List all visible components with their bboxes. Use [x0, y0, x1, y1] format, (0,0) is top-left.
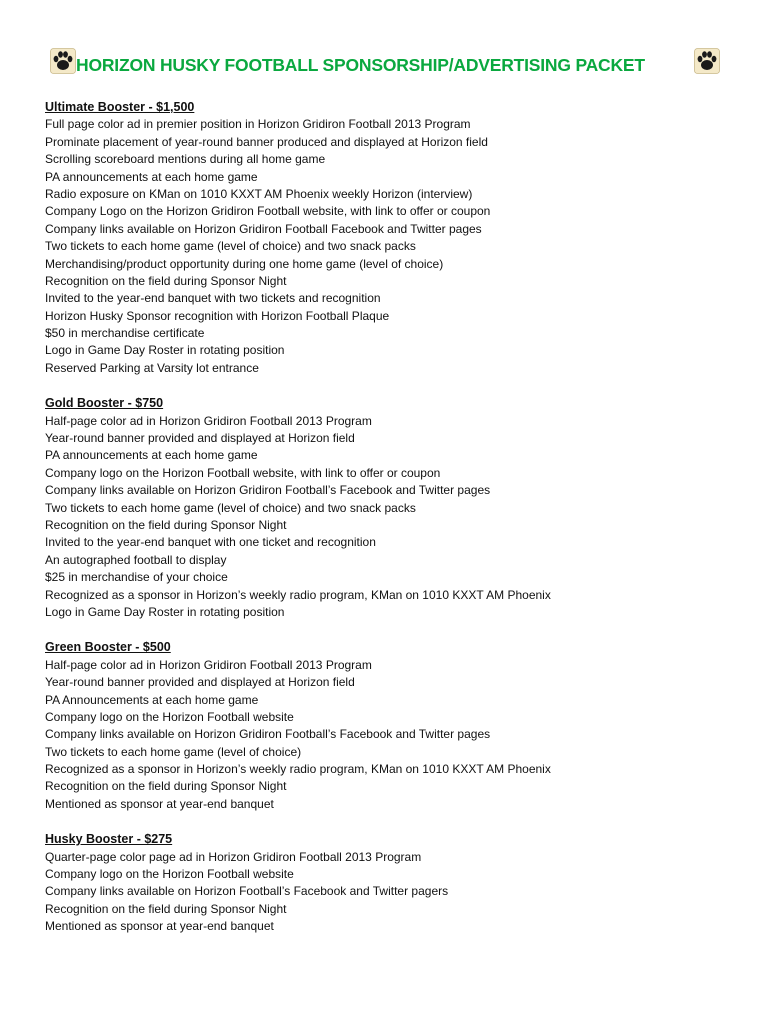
list-item: Invited to the year-end banquet with two tickets and recognition — [45, 291, 381, 306]
section-heading: Ultimate Booster - $1,500 — [45, 100, 195, 114]
list-item: PA announcements at each home game — [45, 448, 258, 463]
list-item: Merchandising/product opportunity during one home game (level of choice) — [45, 256, 444, 271]
list-item: Company links available on Horizon Gridiron Football Facebook and Twitter pages — [45, 221, 482, 236]
list-item: Recognition on the field during Sponsor Night — [45, 779, 287, 794]
list-item: Logo in Game Day Roster in rotating position — [45, 604, 285, 619]
list-item: Recognized as a sponsor in Horizon’s weekly radio program, KMan on 1010 KXXT AM Phoenix — [45, 762, 551, 777]
list-item: Company Logo on the Horizon Gridiron Football website, with link to offer or coupon — [45, 204, 491, 219]
section-ultimate-booster — [45, 99, 745, 377]
section-husky-booster — [45, 831, 745, 935]
list-item: Company links available on Horizon Gridiron Football’s Facebook and Twitter pages — [45, 727, 491, 742]
sponsorship-list — [45, 99, 745, 954]
list-item: Invited to the year-end banquet with one ticket and recognition — [45, 535, 376, 550]
list-item: Two tickets to each home game (level of choice) and two snack packs — [45, 500, 416, 515]
list-item: PA announcements at each home game — [45, 169, 258, 184]
list-item: Horizon Husky Sponsor recognition with Horizon Football Plaque — [45, 308, 390, 323]
list-item: Two tickets to each home game (level of choice) — [45, 744, 302, 759]
list-item: PA Announcements at each home game — [45, 692, 259, 707]
list-item: Mentioned as sponsor at year-end banquet — [45, 796, 274, 811]
list-item: Prominate placement of year-round banner produced and displayed at Horizon field — [45, 134, 488, 149]
list-item: Two tickets to each home game (level of choice) and two snack packs — [45, 239, 416, 254]
list-item: Company links available on Horizon Football’s Facebook and Twitter pagers — [45, 884, 449, 899]
paw-print-icon — [694, 48, 720, 74]
page-title: HORIZON HUSKY FOOTBALL SPONSORSHIP/ADVERTISING PACKET — [76, 55, 645, 75]
list-item: $50 in merchandise certificate — [45, 326, 205, 341]
list-item: An autographed football to display — [45, 552, 227, 567]
section-green-booster — [45, 639, 745, 813]
list-item: Recognition on the field during Sponsor Night — [45, 517, 287, 532]
list-item: $25 in merchandise of your choice — [45, 570, 228, 585]
list-item: Recognition on the field during Sponsor Night — [45, 273, 287, 288]
list-item: Logo in Game Day Roster in rotating position — [45, 343, 285, 358]
list-item: Recognition on the field during Sponsor Night — [45, 901, 287, 916]
paw-print-icon — [50, 48, 76, 74]
list-item: Full page color ad in premier position in Horizon Gridiron Football 2013 Program — [45, 117, 471, 132]
list-item: Company logo on the Horizon Football website, with link to offer or coupon — [45, 465, 441, 480]
section-heading: Gold Booster - $750 — [45, 396, 164, 411]
list-item: Year-round banner provided and displayed at Horizon field — [45, 431, 355, 446]
list-item: Half-page color ad in Horizon Gridiron Football 2013 Program — [45, 413, 372, 428]
section-heading: Green Booster - $500 — [45, 640, 171, 655]
list-item: Radio exposure on KMan on 1010 KXXT AM Phoenix weekly Horizon (interview) — [45, 186, 473, 201]
section-heading: Husky Booster - $275 — [45, 832, 173, 847]
section-gold-booster — [45, 395, 745, 621]
list-item: Year-round banner provided and displayed at Horizon field — [45, 675, 355, 690]
list-item: Scrolling scoreboard mentions during all home game — [45, 152, 326, 167]
list-item: Half-page color ad in Horizon Gridiron Football 2013 Program — [45, 657, 372, 672]
list-item: Reserved Parking at Varsity lot entrance — [45, 360, 259, 375]
list-item: Company links available on Horizon Gridiron Football’s Facebook and Twitter pages — [45, 483, 491, 498]
list-item: Quarter-page color page ad in Horizon Gridiron Football 2013 Program — [45, 849, 422, 864]
list-item: Company logo on the Horizon Football website — [45, 867, 294, 882]
list-item: Mentioned as sponsor at year-end banquet — [45, 919, 274, 934]
header — [0, 44, 770, 84]
list-item: Recognized as a sponsor in Horizon’s weekly radio program, KMan on 1010 KXXT AM Phoenix — [45, 587, 551, 602]
list-item: Company logo on the Horizon Football website — [45, 709, 294, 724]
